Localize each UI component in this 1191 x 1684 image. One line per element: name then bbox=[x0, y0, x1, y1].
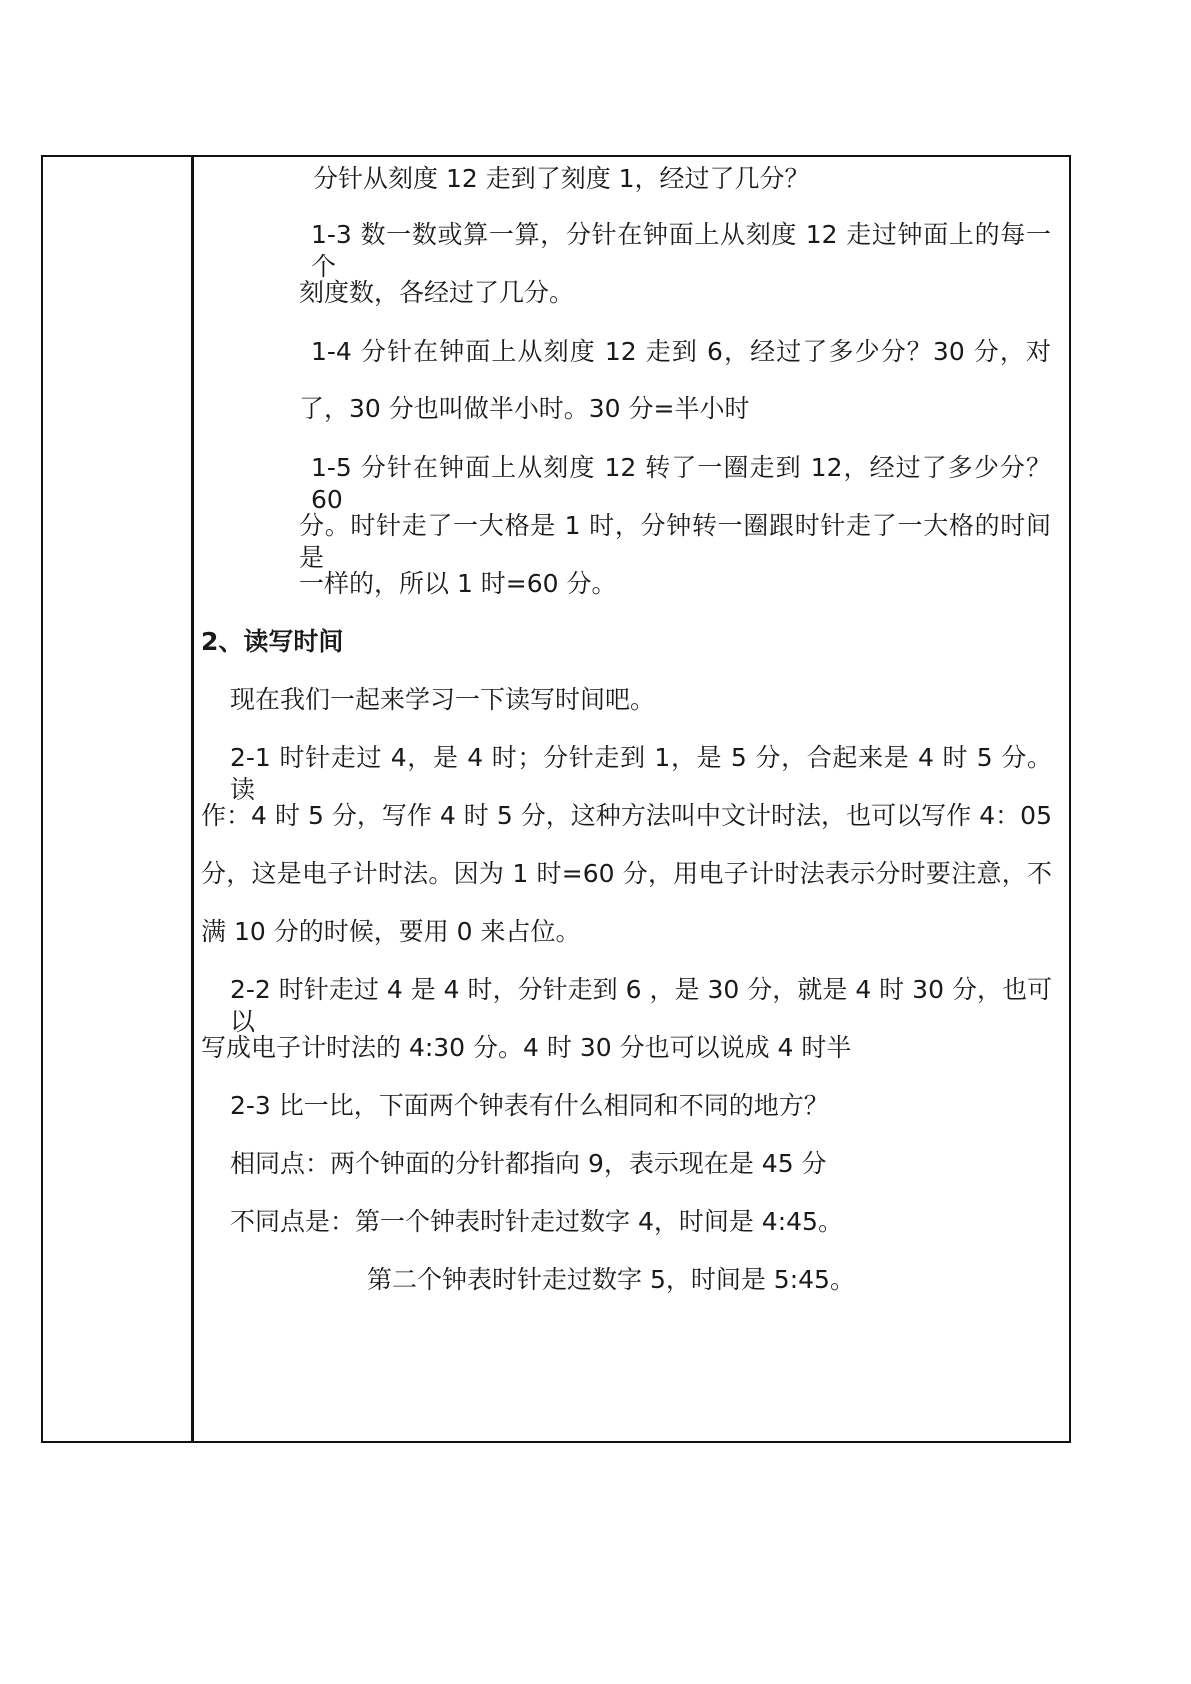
text-line: 一样的，所以 1 时=60 分。 bbox=[299, 569, 617, 598]
text-line: 不同点是：第一个钟表时针走过数字 4，时间是 4:45。 bbox=[230, 1207, 843, 1236]
text-line: 2-3 比一比，下面两个钟表有什么相同和不同的地方？ bbox=[230, 1091, 829, 1120]
text-line: 作：4 时 5 分，写作 4 时 5 分，这种方法叫中文计时法，也可以写作 4：05 bbox=[201, 801, 1052, 830]
text-line: 写成电子计时法的 4:30 分。4 时 30 分也可以说成 4 时半 bbox=[201, 1033, 852, 1062]
text-line: 1-4 分针在钟面上从刻度 12 走到 6，经过了多少分？30 分，对 bbox=[311, 337, 1051, 366]
text-line: 1-5 分针在钟面上从刻度 12 转了一圈走到 12，经过了多少分？60 bbox=[311, 453, 1051, 514]
section-heading: 2、读写时间 bbox=[201, 627, 344, 656]
text-line: 刻度数，各经过了几分。 bbox=[299, 278, 575, 307]
text-line: 分。时针走了一大格是 1 时，分钟转一圈跟时针走了一大格的时间是 bbox=[299, 511, 1051, 572]
text-line: 相同点：两个钟面的分针都指向 9，表示现在是 45 分 bbox=[230, 1149, 827, 1178]
text-line: 了，30 分也叫做半小时。30 分=半小时 bbox=[299, 394, 750, 423]
text-line: 2-2 时针走过 4 是 4 时，分针走到 6 ，是 30 分，就是 4 时 30 分，也可以 bbox=[230, 975, 1052, 1036]
text-line: 2-1 时针走过 4，是 4 时；分针走到 1，是 5 分，合起来是 4 时 5 分。读 bbox=[230, 743, 1052, 804]
text-line: 分，这是电子计时法。因为 1 时=60 分，用电子计时法表示分时要注意，不 bbox=[201, 859, 1052, 888]
text-line: 现在我们一起来学习一下读写时间吧。 bbox=[230, 685, 656, 714]
column-divider bbox=[191, 155, 194, 1443]
text-line: 第二个钟表时针走过数字 5，时间是 5:45。 bbox=[367, 1265, 855, 1294]
text-line: 分针从刻度 12 走到了刻度 1，经过了几分？ bbox=[313, 164, 810, 193]
text-line: 1-3 数一数或算一算，分针在钟面上从刻度 12 走过钟面上的每一个 bbox=[311, 220, 1051, 281]
text-line: 满 10 分的时候，要用 0 来占位。 bbox=[201, 917, 581, 946]
